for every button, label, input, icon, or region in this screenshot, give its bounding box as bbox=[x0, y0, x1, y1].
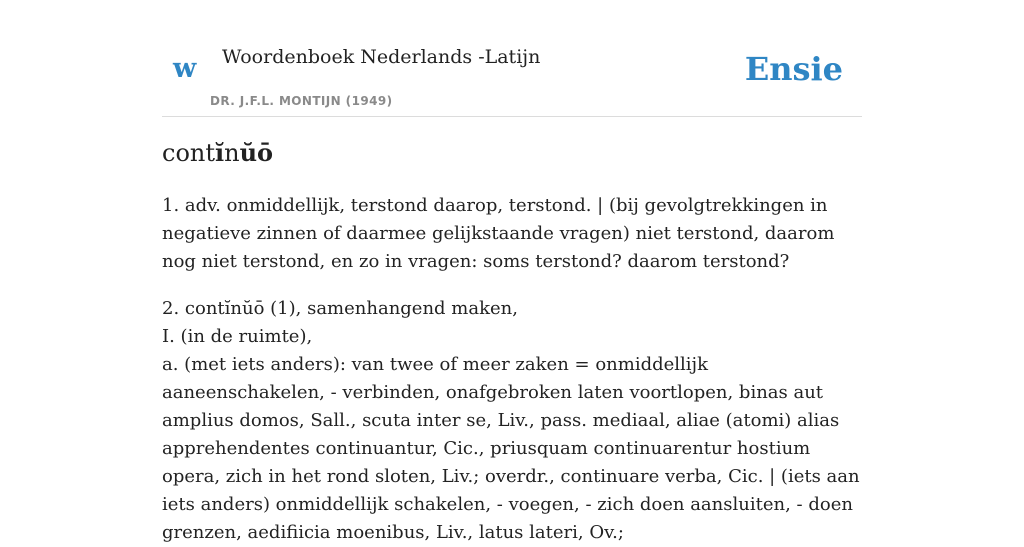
headword-part: ŭō bbox=[239, 138, 274, 167]
dictionary-logo[interactable]: w bbox=[173, 53, 197, 84]
ensie-logo[interactable]: Ensie bbox=[744, 50, 843, 88]
site-header bbox=[162, 0, 862, 117]
dictionary-title[interactable]: Woordenboek Nederlands -Latijn bbox=[222, 46, 541, 68]
headword-part: cont bbox=[162, 139, 215, 167]
headword-part: ĭ bbox=[215, 138, 225, 167]
headword bbox=[162, 138, 273, 167]
definition-2: 2. contĭnŭō (1), samenhangend maken, bbox=[162, 298, 518, 319]
headword-part: n bbox=[224, 139, 240, 167]
definition-2-subsection-a: a. (met iets anders): van twee of meer zaken = onmiddellijk aaneenschakelen, - verbinden, onafgebroken laten voortlopen, binas aut amplius domos, Sall., scuta inter se, Liv., pass. mediaal, aliae (atomi) alias apprehendentes continuantur, Cic., priusquam continuarentur hostium opera, zich in het rond sloten, Liv.; overdr., continuare verba, Cic. | (iets aan iets anders) onmiddellijk schakelen, - voegen, - zich doen aansluiten, - doen grenzen, aedifiicia moenibus, Liv., latus lateri, Ov.; bbox=[162, 354, 860, 543]
entry-body bbox=[162, 192, 872, 547]
definition-2-section-i: I. (in de ruimte), bbox=[162, 326, 313, 347]
dictionary-author: DR. J.F.L. MONTIJN (1949) bbox=[210, 94, 393, 108]
definition-1: 1. adv. onmiddellijk, terstond daarop, terstond. | (bij gevolgtrekkingen in negatieve zinnen of daarmee gelijkstaande vragen) niet terstond, daarom nog niet terstond, en zo in vragen: soms terstond? daarom terstond? bbox=[162, 195, 835, 272]
